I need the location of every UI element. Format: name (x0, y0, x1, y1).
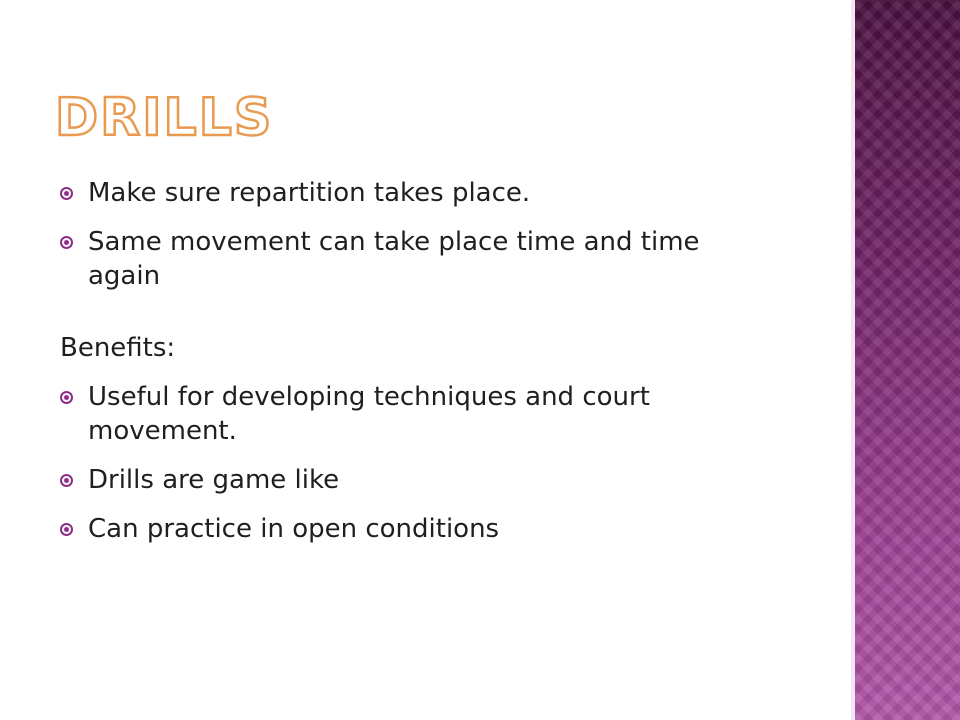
bullet-icon (60, 523, 73, 536)
benefits-label: Benefits: (60, 333, 176, 363)
bullet-item (60, 176, 760, 210)
slide-content (60, 176, 760, 561)
bullet-item (60, 380, 760, 448)
bullet-text: Can practice in open conditions (88, 514, 500, 544)
bullet-icon (60, 236, 73, 249)
bullet-text: Drills are game like (88, 465, 340, 495)
bullet-text: Same movement can take place time and time again (88, 227, 700, 291)
bullet-icon (60, 187, 73, 200)
bullet-item (60, 512, 760, 546)
bullet-icon (60, 474, 73, 487)
bullet-item (60, 225, 760, 293)
bullet-icon (60, 391, 73, 404)
bullet-text: Make sure repartition takes place. (88, 178, 531, 208)
slide-title: DRILLS (55, 88, 274, 148)
bullet-item (60, 463, 760, 497)
side-decorative-band (855, 0, 960, 720)
bullet-text: Useful for developing techniques and court movement. (88, 382, 650, 446)
